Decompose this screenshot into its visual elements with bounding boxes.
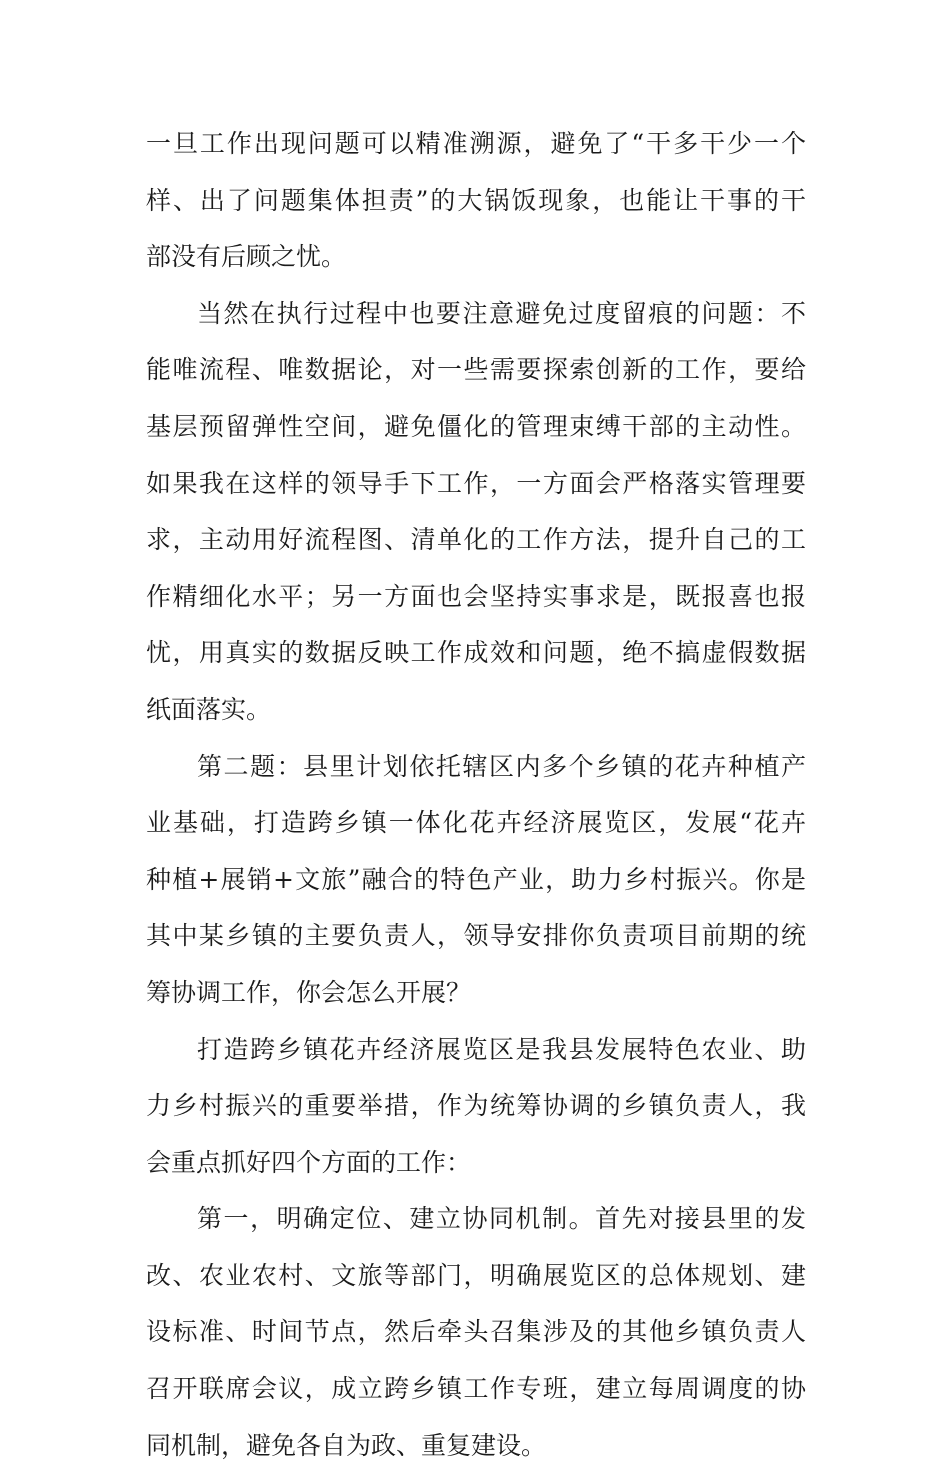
text-line: 作精细化水平；另一方面也会坚持实事求是，既报喜也报: [146, 581, 806, 611]
text-line: 如果我在这样的领导手下工作，一方面会严格落实管理要: [146, 468, 806, 498]
text-line: 能唯流程、唯数据论，对一些需要探索创新的工作，要给: [146, 355, 806, 385]
text-line: 当然在执行过程中也要注意避免过度留痕的问题：不: [197, 298, 806, 328]
text-line: 一旦工作出现问题可以精准溯源，避免了“干多干少一个: [146, 129, 806, 158]
text-line: 改、农业农村、文旅等部门，明确展览区的总体规划、建: [146, 1260, 806, 1290]
paragraph-2: [146, 286, 806, 739]
text-line: 第二题：县里计划依托辖区内多个乡镇的花卉种植产: [197, 751, 806, 781]
text-line: 第一，明确定位、建立协同机制。首先对接县里的发: [197, 1204, 806, 1234]
text-line: 力乡村振兴的重要举措，作为统筹协调的乡镇负责人，我: [146, 1091, 806, 1121]
text-line: 忧，用真实的数据反映工作成效和问题，绝不搞虚假数据: [146, 638, 806, 668]
text-line: 筹协调工作，你会怎么开展？: [146, 977, 472, 1007]
text-line: 求，主动用好流程图、清单化的工作方法，提升自己的工: [146, 525, 806, 555]
paragraph-5: [146, 1191, 806, 1474]
text-line: 种植+展销+文旅”融合的特色产业，助力乡村振兴。你是: [146, 864, 806, 894]
text-line: 部没有后顾之忧。: [146, 242, 347, 272]
text-line: 基层预留弹性空间，避免僵化的管理束缚干部的主动性。: [146, 411, 806, 441]
text-line: 业基础，打造跨乡镇一体化花卉经济展览区，发展“花卉: [146, 808, 806, 838]
text-line: 纸面落实。: [146, 694, 272, 724]
document-body: [146, 116, 806, 1474]
text-line: 同机制，避免各自为政、重复建设。: [146, 1430, 547, 1460]
text-line: 会重点抓好四个方面的工作：: [146, 1147, 472, 1177]
text-line: 其中某乡镇的主要负责人，领导安排你负责项目前期的统: [146, 921, 806, 951]
text-line: 样、出了问题集体担责”的大锅饭现象，也能让干事的干: [146, 185, 806, 215]
paragraph-3: [146, 739, 806, 1022]
paragraph-4: [146, 1022, 806, 1192]
text-line: 打造跨乡镇花卉经济展览区是我县发展特色农业、助: [197, 1034, 806, 1064]
text-line: 召开联席会议，成立跨乡镇工作专班，建立每周调度的协: [146, 1374, 806, 1404]
text-line: 设标准、时间节点，然后牵头召集涉及的其他乡镇负责人: [146, 1317, 806, 1347]
paragraph-1: [146, 116, 806, 286]
